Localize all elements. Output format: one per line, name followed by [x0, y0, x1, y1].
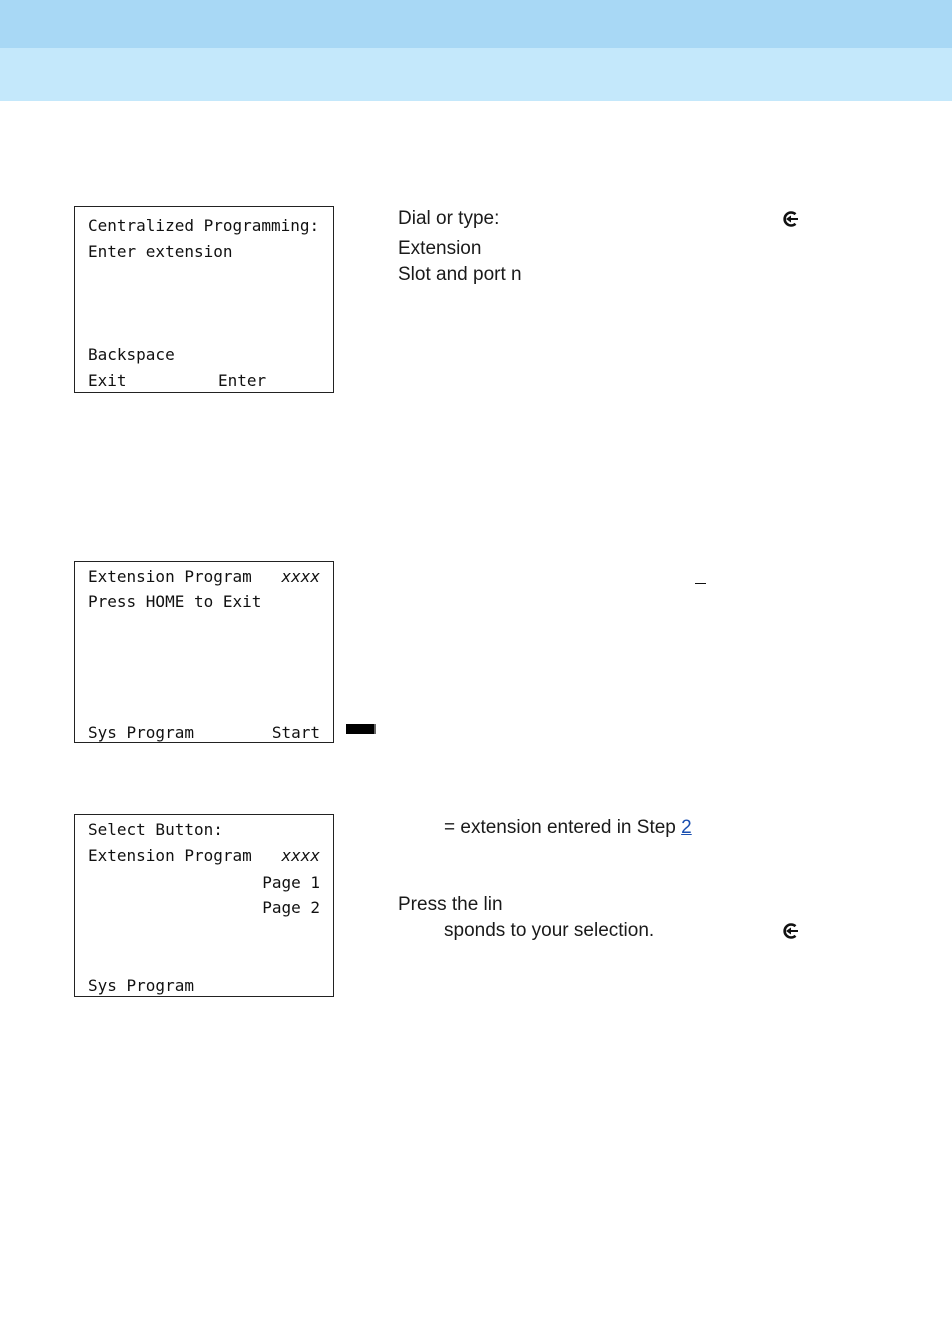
selection-instruction: sponds to your selection.	[444, 920, 655, 941]
display-screen-centralized	[74, 206, 334, 393]
enter-softkey[interactable]: Enter	[218, 371, 267, 390]
extension-placeholder: xxxx	[281, 846, 320, 865]
display-screen-select-button	[74, 814, 334, 997]
return-arrow-icon	[782, 210, 800, 228]
start-softkey[interactable]: Start	[271, 723, 320, 742]
sys-program-softkey[interactable]: Sys Program	[88, 723, 194, 742]
exit-softkey[interactable]: Exit	[88, 371, 127, 390]
extension-placeholder: xxxx	[281, 567, 320, 586]
key-indicator	[346, 724, 376, 734]
screen-prompt: Enter extension	[88, 242, 233, 261]
slot-port-option: Slot and port n	[398, 264, 522, 285]
screen-subtitle: Extension Program	[88, 846, 252, 865]
backspace-softkey[interactable]: Backspace	[88, 345, 175, 364]
step-2-link[interactable]: 2	[681, 817, 692, 838]
display-screen-extension-program	[74, 561, 334, 743]
header-band-top	[0, 0, 952, 48]
press-instruction: Press the lin	[398, 894, 503, 915]
underline-mark	[695, 583, 706, 584]
page1-softkey[interactable]: Page 1	[262, 873, 320, 892]
screen-title: Extension Program	[88, 567, 252, 586]
screen-title: Centralized Programming:	[88, 216, 320, 235]
home-exit-hint: Press HOME to Exit	[88, 592, 262, 611]
page2-softkey[interactable]: Page 2	[262, 898, 320, 917]
screen-title: Select Button:	[88, 820, 223, 839]
dial-instruction: Dial or type:	[398, 208, 500, 229]
sys-program-softkey[interactable]: Sys Program	[88, 976, 194, 995]
return-arrow-icon	[782, 922, 800, 940]
extension-note	[444, 817, 692, 839]
extension-option: Extension	[398, 238, 482, 259]
header-band-bottom	[0, 48, 952, 101]
extension-note-text: = extension entered in Step	[444, 817, 682, 838]
